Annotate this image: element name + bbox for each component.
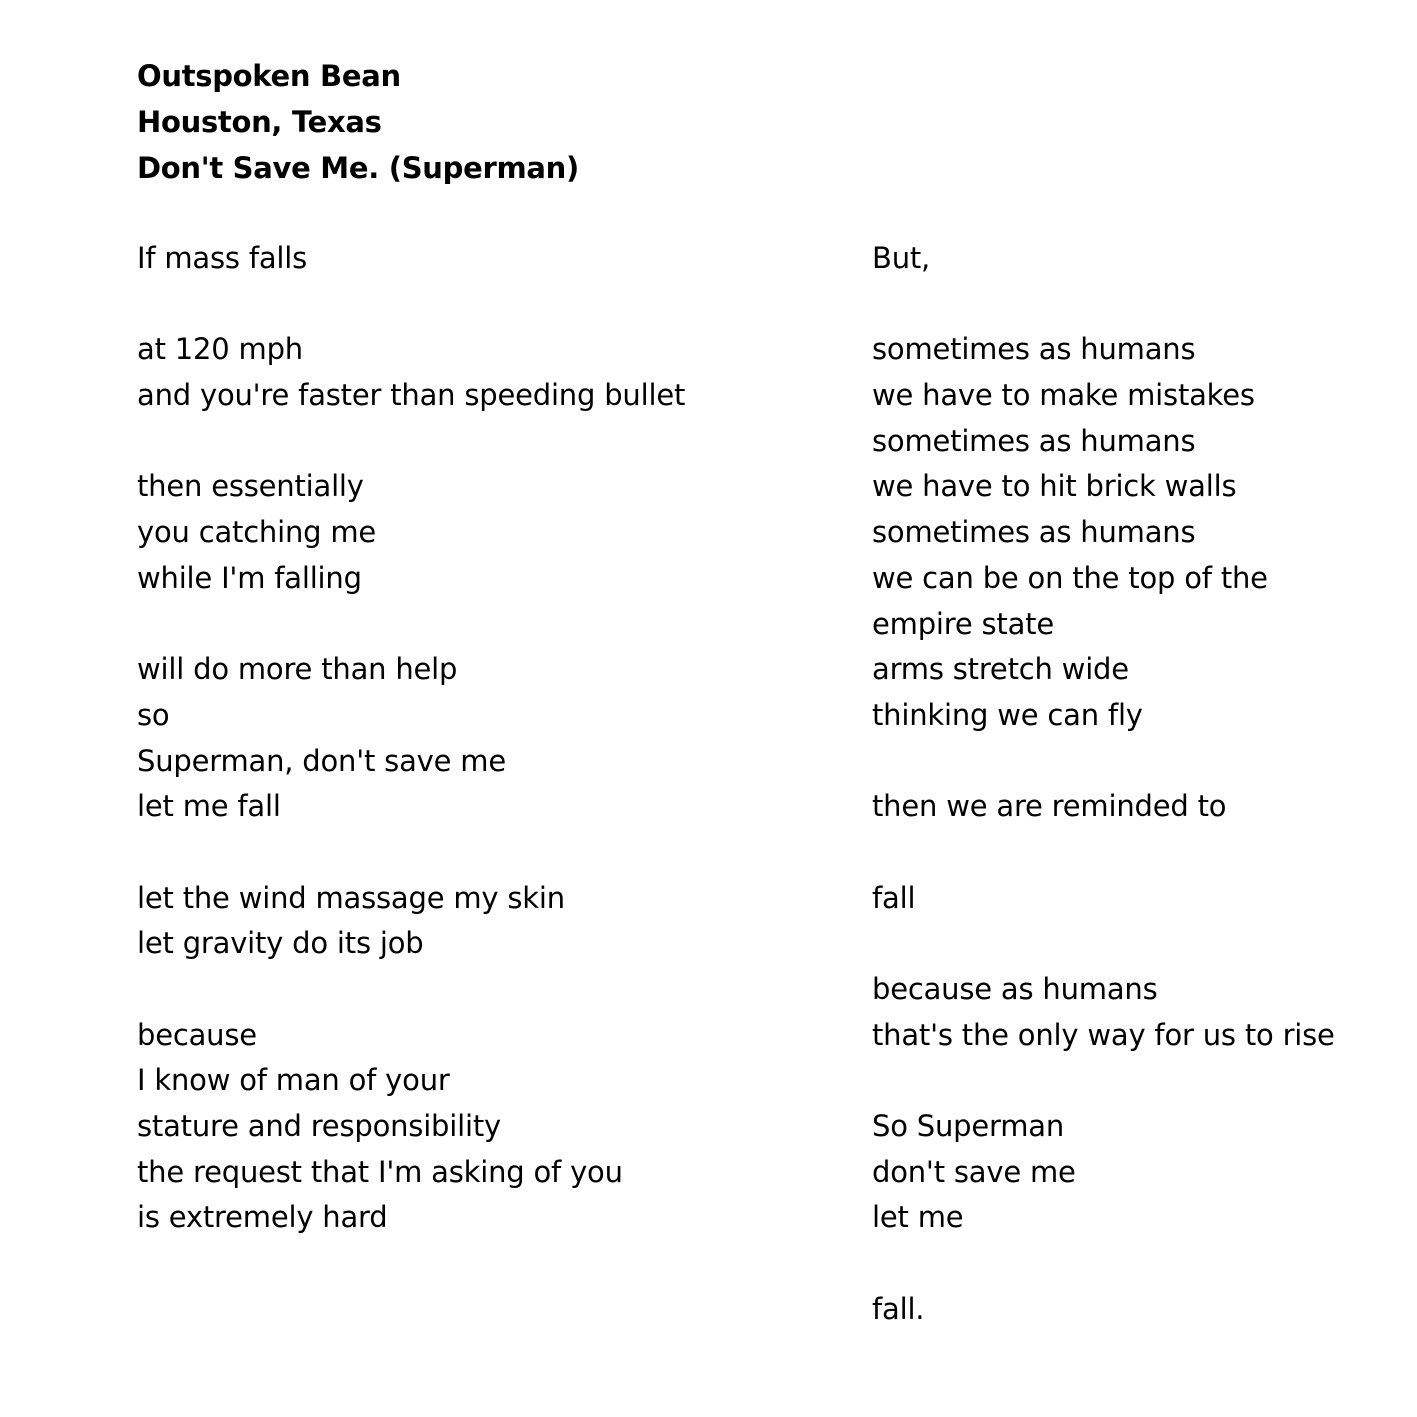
poem-line: so bbox=[137, 697, 170, 732]
poem-line: we can be on the top of the bbox=[872, 560, 1268, 595]
poem-line: sometimes as humans bbox=[872, 332, 1196, 367]
poem-line bbox=[137, 419, 685, 465]
poem-left-column bbox=[137, 236, 685, 1241]
author-name: Outspoken Bean bbox=[137, 59, 401, 93]
poem-line bbox=[872, 830, 1335, 876]
poem-line bbox=[137, 967, 685, 1013]
poem-line: at 120 mph bbox=[137, 332, 303, 367]
poem-line: fall. bbox=[872, 1291, 925, 1326]
poem-line: we have to make mistakes bbox=[872, 378, 1255, 413]
author-location: Houston, Texas bbox=[137, 105, 382, 139]
poem-title: Don't Save Me. (Superman) bbox=[137, 151, 579, 185]
poem-line: that's the only way for us to rise bbox=[872, 1017, 1335, 1052]
poem-line: If mass falls bbox=[137, 241, 308, 275]
poem-line: let me bbox=[872, 1200, 964, 1235]
poem-line: stature and responsibility bbox=[137, 1109, 501, 1144]
poem-line: will do more than help bbox=[137, 652, 458, 687]
poem-line: and you're faster than speeding bullet bbox=[137, 378, 686, 413]
poem-line: let gravity do its job bbox=[137, 926, 424, 961]
poem-line: Superman, don't save me bbox=[137, 743, 506, 778]
poem-line: then essentially bbox=[137, 469, 364, 504]
poem-line: So Superman bbox=[872, 1109, 1065, 1144]
poem-header bbox=[137, 53, 579, 191]
poem-line: let me fall bbox=[137, 789, 281, 824]
poem-line: because bbox=[137, 1017, 257, 1052]
poem-line bbox=[872, 1058, 1335, 1104]
poem-line: arms stretch wide bbox=[872, 652, 1129, 687]
poem-line bbox=[872, 921, 1335, 967]
poem-line: I know of man of your bbox=[137, 1063, 450, 1098]
poem-line bbox=[137, 282, 685, 328]
poem-line: fall bbox=[872, 880, 916, 915]
poem-line: let the wind massage my skin bbox=[137, 880, 565, 915]
poem-right-column bbox=[872, 236, 1335, 1333]
poem-line: don't save me bbox=[872, 1154, 1076, 1189]
poem-line: while I'm falling bbox=[137, 560, 362, 595]
poem-line: the request that I'm asking of you bbox=[137, 1154, 623, 1189]
poem-line bbox=[872, 1241, 1335, 1287]
poem-line bbox=[872, 739, 1335, 785]
poem-line bbox=[137, 602, 685, 648]
poem-line: we have to hit brick walls bbox=[872, 469, 1237, 504]
poem-line: is extremely hard bbox=[137, 1200, 388, 1235]
poem-line: because as humans bbox=[872, 972, 1158, 1006]
poem-line: sometimes as humans bbox=[872, 515, 1196, 550]
poem-line: sometimes as humans bbox=[872, 423, 1196, 458]
poem-line: empire state bbox=[872, 606, 1054, 641]
poem-line: then we are reminded to bbox=[872, 789, 1227, 824]
poem-line: But, bbox=[872, 241, 931, 275]
poem-line bbox=[137, 830, 685, 876]
poem-line: you catching me bbox=[137, 515, 377, 550]
poem-line: thinking we can fly bbox=[872, 697, 1143, 732]
poem-line bbox=[872, 282, 1335, 328]
